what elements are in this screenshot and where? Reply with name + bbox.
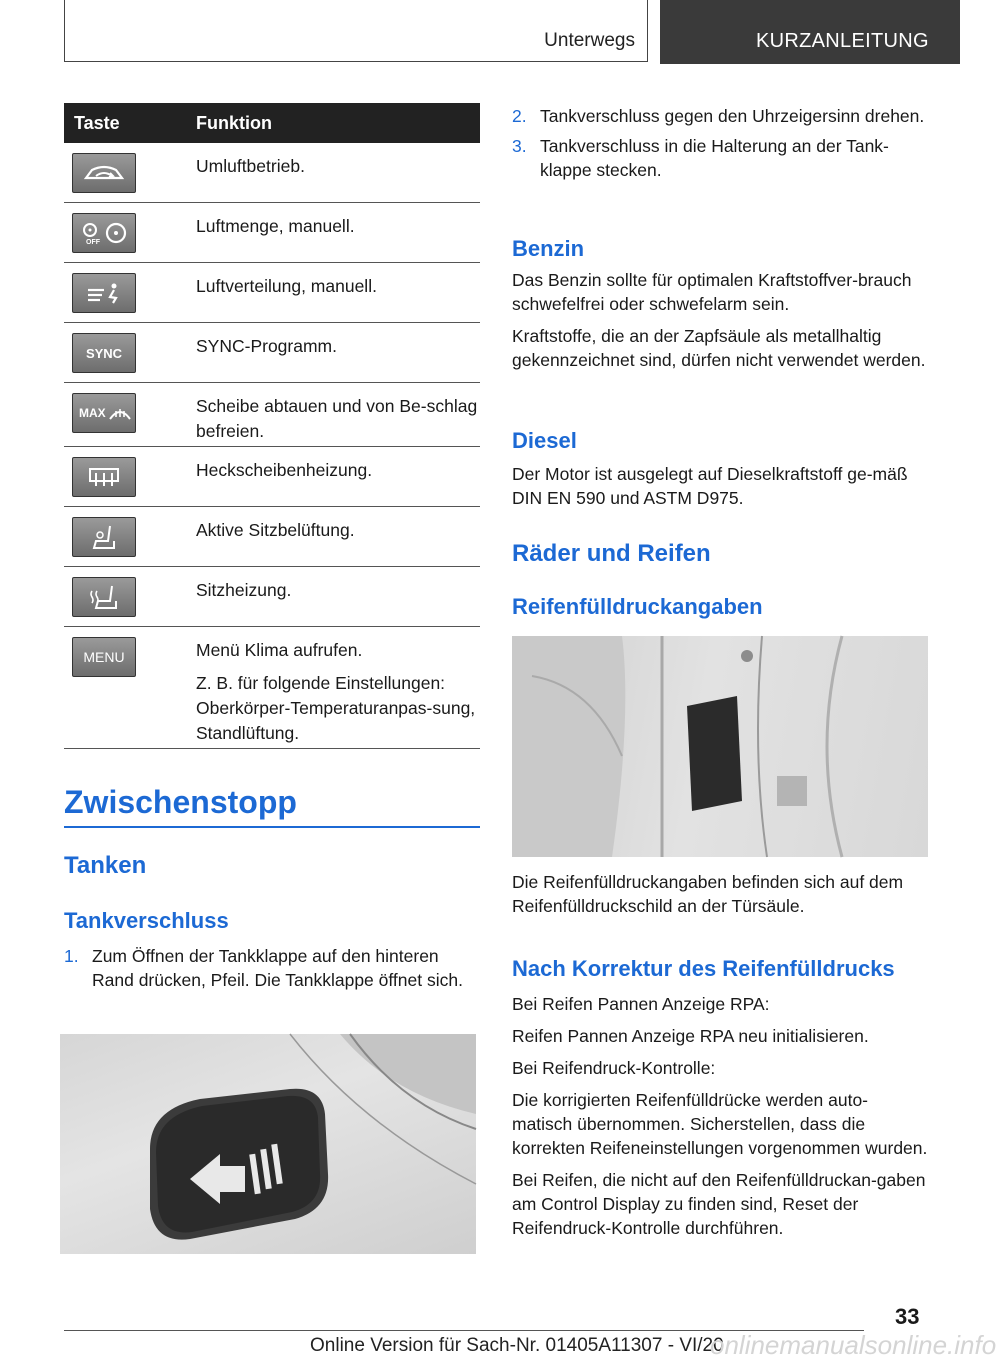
step-number: 3. (512, 136, 527, 156)
table-header (64, 103, 480, 143)
table-row-text: Menü Klima aufrufen. (196, 640, 363, 660)
footer-online-version: Online Version für Sach-Nr. 01405A11307 - VI/20 (310, 1335, 724, 1356)
table-row-text: Heckscheibenheizung. (196, 460, 373, 480)
seat-heating-icon (72, 577, 136, 617)
menu-icon: MENU (72, 637, 136, 677)
table-row-text: Aktive Sitzbelüftung. (196, 520, 355, 540)
table-row-text: Scheibe abtauen und von Be-schlag befreien. (196, 396, 478, 441)
heading-rule (64, 826, 480, 828)
table-row (64, 627, 480, 749)
paragraph: Kraftstoffe, die an der Zapfsäule als metallhaltig gekennzeichnet sind, dürfen nicht verwendet werden. (512, 326, 926, 370)
watermark: onlinemanualsonline.info (710, 1330, 996, 1360)
table-row (64, 507, 480, 567)
column-header-function: Funktion (196, 112, 272, 133)
paragraph: Bei Reifendruck-Kontrolle: (512, 1058, 716, 1078)
header-section-box (64, 0, 648, 62)
benzin-text (512, 268, 928, 380)
table-row-text-detail: Z. B. für folgende Einstellungen: Oberkörper-Temperaturanpas-sung, Standlüftung. (196, 673, 476, 743)
air-distribution-icon (72, 273, 136, 313)
heading-raeder-und-reifen: Räder und Reifen (512, 540, 711, 567)
paragraph: Das Benzin sollte für optimalen Kraftstoffver-brauch schwefelfrei oder schwefelarm sein. (512, 270, 912, 314)
paragraph: Die korrigierten Reifenfülldrücke werden auto-matisch übernommen. Sicherstellen, dass die korrekten Reifeneinstellungen vorgenommen wurden. (512, 1090, 928, 1158)
reifen-caption (512, 870, 928, 926)
table-row-text: Sitzheizung. (196, 580, 292, 600)
table-row-text: Luftverteilung, manuell. (196, 276, 377, 296)
diesel-text (512, 462, 928, 518)
paragraph: Der Motor ist ausgelegt auf Dieselkraftstoff ge-mäß DIN EN 590 und ASTM D975. (512, 464, 908, 508)
table-row-text: Umluftbetrieb. (196, 156, 305, 176)
fan-off-label: OFF (86, 239, 100, 246)
column-header-key: Taste (74, 112, 120, 133)
table-row (64, 383, 480, 447)
table-row (64, 203, 480, 263)
fuel-flap-image (60, 1034, 476, 1254)
heading-diesel: Diesel (512, 428, 577, 453)
heading-reifenfuelldruckangaben: Reifenfülldruckangaben (512, 594, 763, 619)
heading-benzin: Benzin (512, 236, 585, 261)
table-row-text: SYNC-Programm. (196, 336, 337, 356)
header-chapter-box (660, 0, 960, 64)
step-number: 1. (64, 946, 79, 966)
steps-list-left (64, 944, 480, 998)
paragraph: Bei Reifen, die nicht auf den Reifenfülldruckan-gaben am Control Display zu finden sind, Reset der Reifendruck-Kontrolle durchführen. (512, 1170, 926, 1238)
sync-icon: SYNC (72, 333, 136, 373)
table-row (64, 567, 480, 627)
paragraph: Bei Reifen Pannen Anzeige RPA: (512, 994, 770, 1014)
korrektur-text (512, 992, 928, 1248)
step-text: Zum Öffnen der Tankklappe auf den hinteren Rand drücken, Pfeil. Die Tankklappe öffnet sich. (92, 946, 463, 990)
table-row (64, 323, 480, 383)
door-pillar-image (512, 636, 928, 857)
paragraph: Reifen Pannen Anzeige RPA neu initialisieren. (512, 1026, 869, 1046)
table-row (64, 263, 480, 323)
step-text: Tankverschluss gegen den Uhrzeigersinn drehen. (540, 106, 925, 126)
heading-zwischenstopp: Zwischenstopp (64, 784, 297, 820)
list-item (512, 134, 928, 182)
list-item (64, 944, 480, 992)
air-recirculation-icon (72, 153, 136, 193)
step-number: 2. (512, 106, 527, 126)
paragraph: Die Reifenfülldruckangaben befinden sich auf dem Reifenfülldruckschild an der Türsäule. (512, 872, 904, 916)
step-text: Tankverschluss in die Halterung an der Tank-klappe stecken. (540, 136, 889, 180)
table-row-text: Luftmenge, manuell. (196, 216, 355, 236)
rear-window-heater-icon (72, 457, 136, 497)
table-row (64, 143, 480, 203)
list-item (512, 104, 928, 128)
header-section-title: Unterwegs (544, 30, 635, 51)
heading-tanken: Tanken (64, 852, 147, 879)
heading-nach-korrektur: Nach Korrektur des Reifenfülldrucks (512, 956, 895, 981)
max-defrost-label: MAX (79, 406, 106, 420)
fan-speed-icon (72, 213, 136, 253)
table-row (64, 447, 480, 507)
header-chapter-title: KURZANLEITUNG (756, 30, 929, 52)
max-defrost-icon (72, 393, 136, 433)
steps-list-right (512, 104, 928, 188)
page-number: 33 (895, 1304, 920, 1329)
seat-ventilation-icon (72, 517, 136, 557)
climate-keys-table (64, 103, 480, 749)
heading-tankverschluss: Tankverschluss (64, 908, 229, 933)
